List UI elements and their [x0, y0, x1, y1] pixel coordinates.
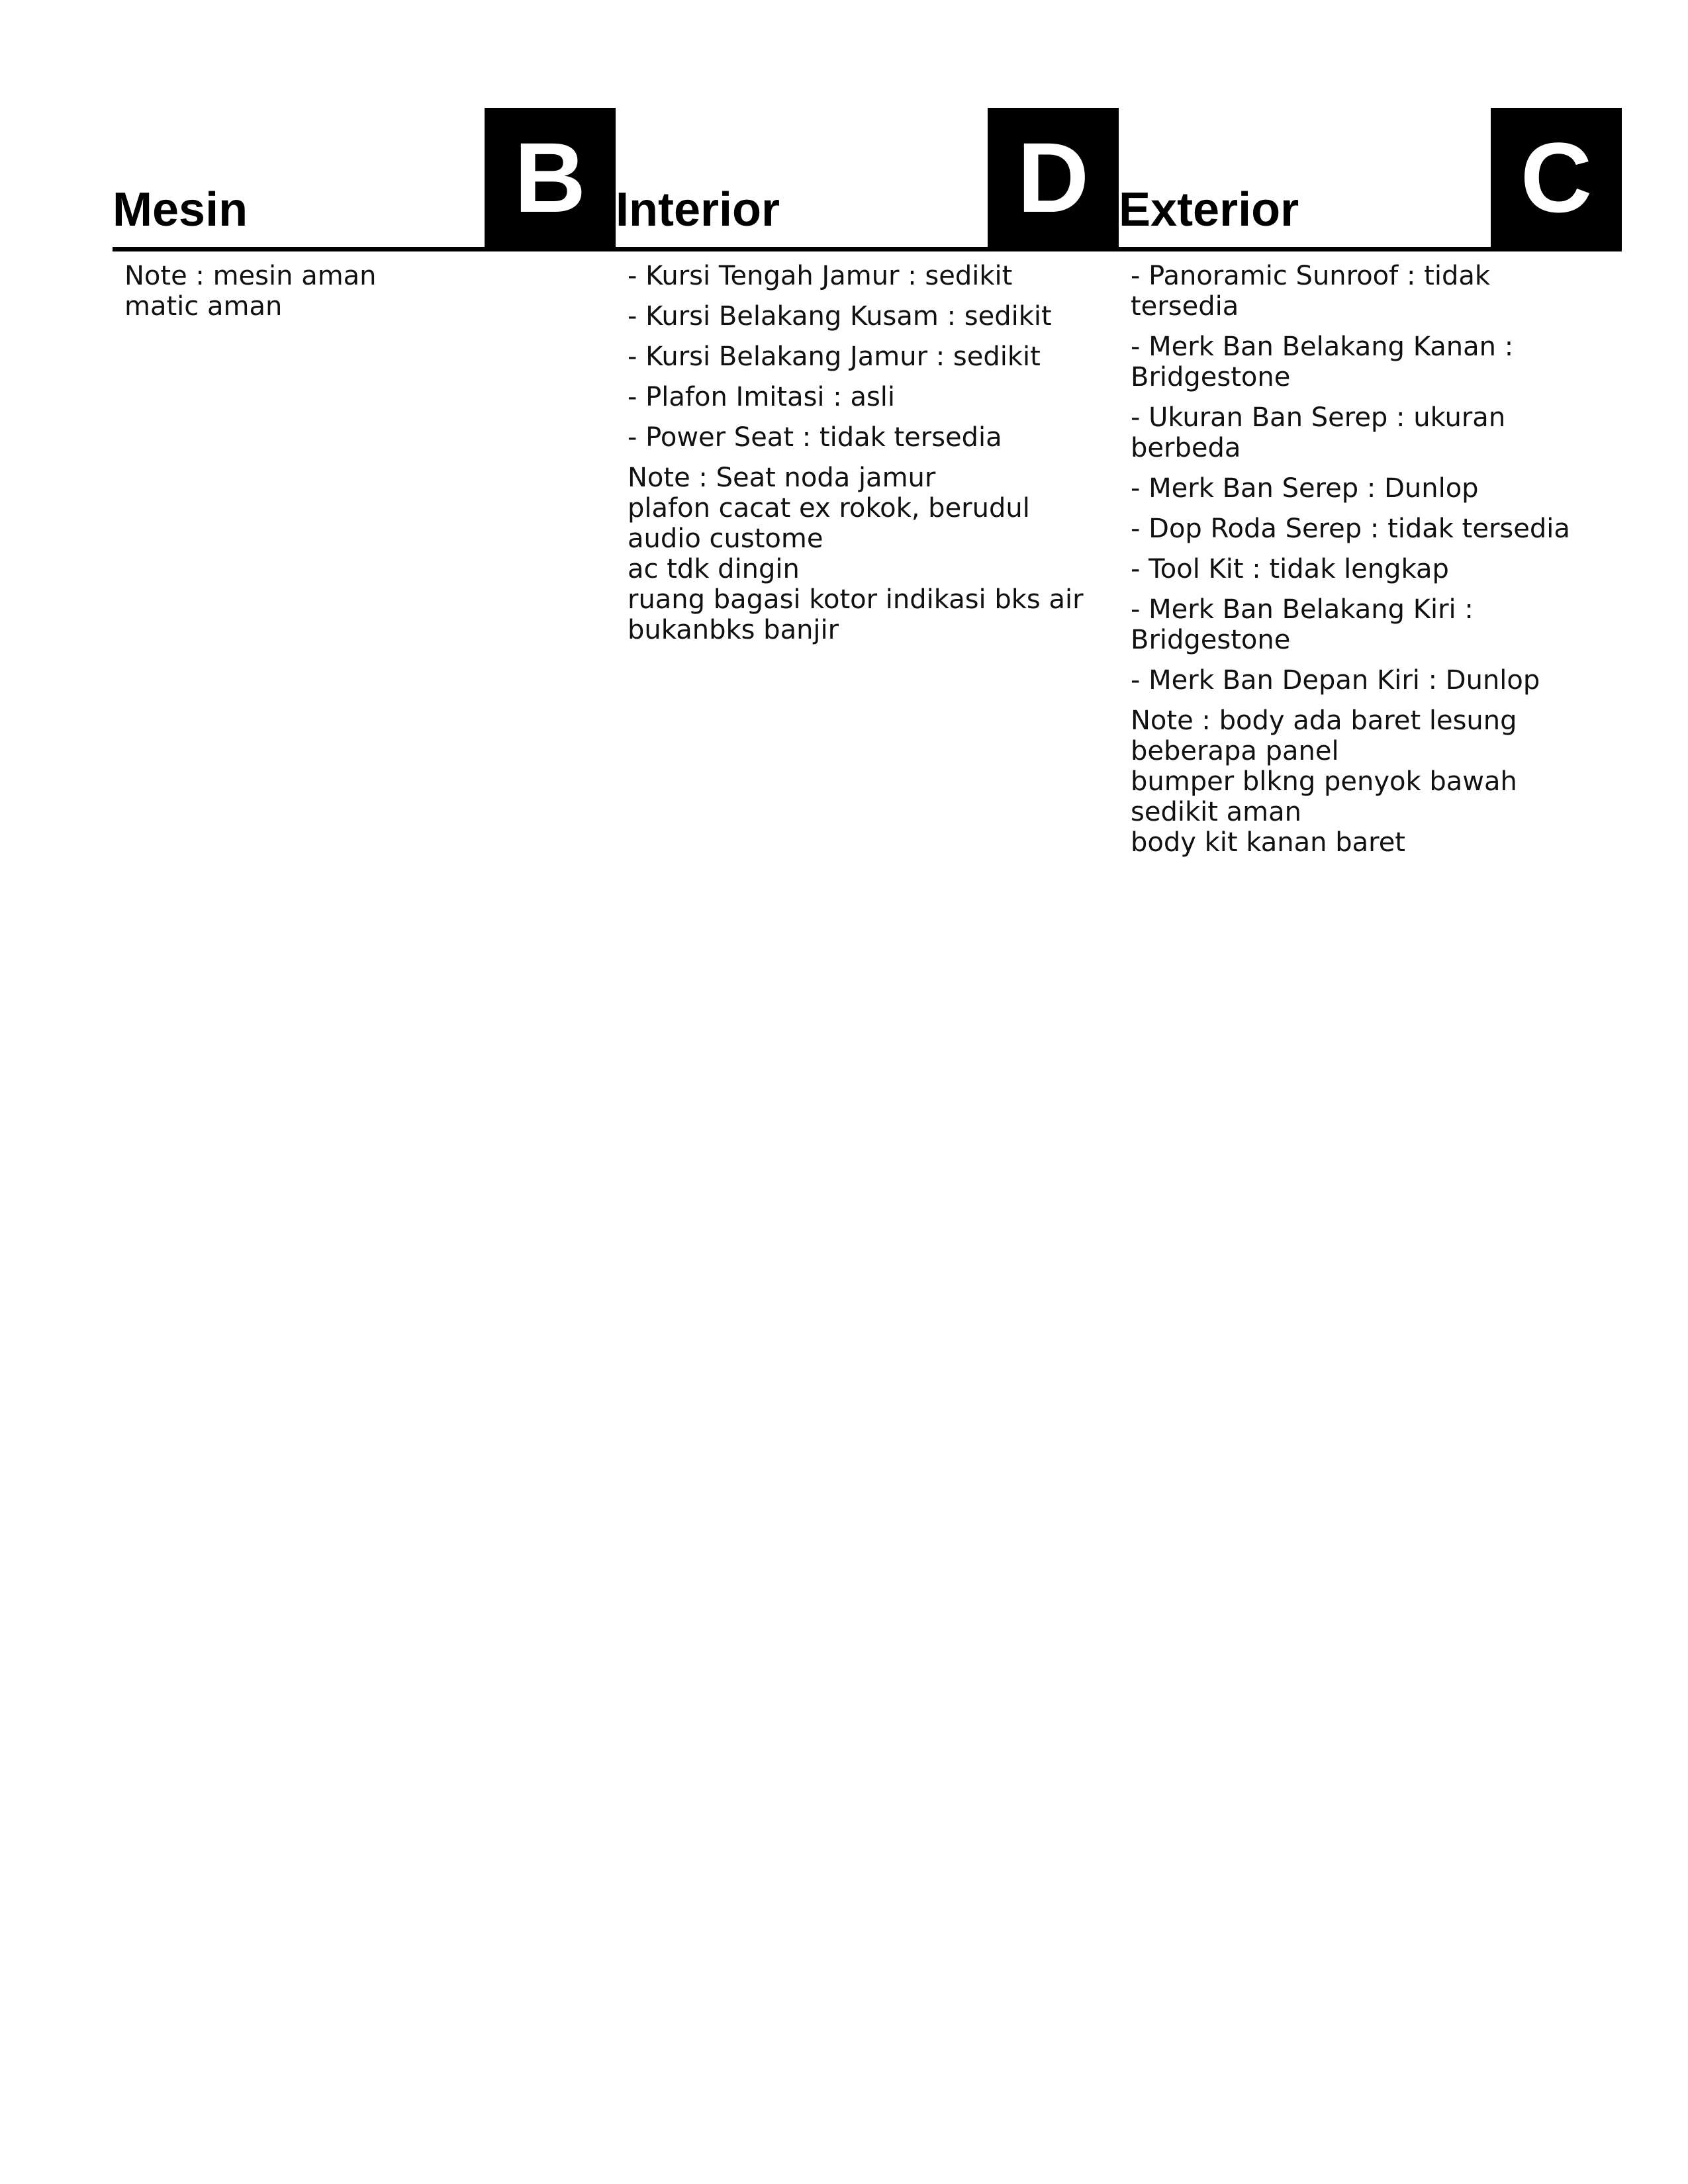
- section-interior: [616, 108, 1119, 645]
- list-item: - Kursi Belakang Jamur : sedikit: [628, 341, 1041, 372]
- grade-badge: D: [988, 108, 1119, 247]
- section-exterior: [1119, 108, 1622, 858]
- section-title: Exterior: [1119, 183, 1299, 236]
- section-title: Mesin: [113, 183, 248, 236]
- list-item: - Kursi Tengah Jamur : sedikit: [628, 261, 1013, 291]
- list-item: - Power Seat : tidak tersedia: [628, 422, 1002, 453]
- section-header: [1119, 108, 1622, 251]
- section-header: [113, 108, 616, 251]
- section-note: Note : mesin aman matic aman: [124, 261, 377, 322]
- list-item: - Dop Roda Serep : tidak tersedia: [1131, 514, 1570, 544]
- section-header: [616, 108, 1119, 251]
- list-item: - Merk Ban Depan Kiri : Dunlop: [1131, 665, 1540, 696]
- list-item: - Tool Kit : tidak lengkap: [1131, 554, 1449, 584]
- section-mesin: [113, 108, 616, 322]
- section-note: Note : Seat noda jamur plafon cacat ex rokok, berudul audio custome ac tdk dingin ruang bagasi kotor indikasi bks air bukanbks banjir: [628, 463, 1084, 645]
- list-item: - Merk Ban Serep : Dunlop: [1131, 473, 1479, 504]
- list-item: - Ukuran Ban Serep : ukuran berbeda: [1131, 402, 1506, 463]
- section-title: Interior: [616, 183, 780, 236]
- grade-badge: C: [1491, 108, 1622, 247]
- list-item: - Kursi Belakang Kusam : sedikit: [628, 301, 1052, 332]
- list-item: - Merk Ban Belakang Kanan : Bridgestone: [1131, 332, 1514, 392]
- section-body: [616, 251, 1084, 645]
- section-body: [1119, 251, 1587, 858]
- grade-badge: B: [485, 108, 616, 247]
- section-body: [113, 251, 581, 322]
- list-item: - Merk Ban Belakang Kiri : Bridgestone: [1131, 594, 1474, 655]
- section-note: Note : body ada baret lesung beberapa panel bumper blkng penyok bawah sedikit aman body kit kanan baret: [1131, 705, 1517, 858]
- list-item: - Panoramic Sunroof : tidak tersedia: [1131, 261, 1491, 322]
- list-item: - Plafon Imitasi : asli: [628, 382, 896, 412]
